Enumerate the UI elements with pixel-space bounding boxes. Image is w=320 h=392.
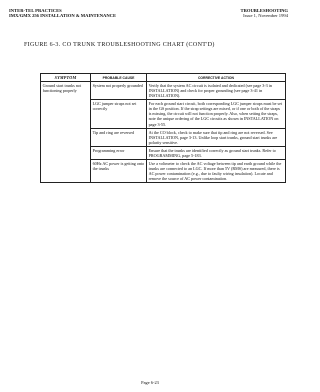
symptom-cell-empty	[41, 128, 91, 146]
header-section: TROUBLESHOOTING	[240, 8, 288, 13]
running-header-left	[9, 8, 116, 19]
table-header-row	[41, 74, 286, 82]
running-header-right	[241, 8, 288, 19]
action-cell: At the CO block, check to make sure that tip and ring are not reversed. See INSTALLATION, page 3-13. Unlike loop start trunks, ground start trunks are polarity sensitive.	[147, 128, 286, 146]
action-cell: Ensure that the trunks are identified correctly as ground start trunks. Refer to PROGRAMMING, page 5-183.	[147, 146, 286, 159]
symptom-cell-empty	[41, 146, 91, 159]
symptom-cell: Ground start trunks not functioning properly	[41, 82, 91, 100]
table-row	[41, 146, 286, 159]
troubleshooting-table	[40, 73, 286, 183]
action-cell: Use a voltmeter to check the AC voltage between tip and earth ground while the trunks are connected to an LGC. If more than 5V (RMS) are measured, there is AC power contamination (e.g., due to faulty wiring insulation). Locate and remove the source of AC power contamination.	[147, 159, 286, 182]
header-practices: INTER-TEL PRACTICES	[9, 8, 62, 13]
symptom-cell-empty	[41, 100, 91, 128]
cause-cell: System not properly grounded	[91, 82, 147, 100]
action-cell: Verify that the system AC circuit is isolated and dedicated (see page 3-3 in INSTALLATION) and check for proper grounding (see page 3-41 in INSTALLATION).	[147, 82, 286, 100]
header-manual-title: IMX/GMX 256 INSTALLATION & MAINTENANCE	[9, 13, 117, 19]
cause-cell: 60Hz AC power is getting onto the trunks	[91, 159, 147, 182]
column-header-symptom: SYMPTOM	[41, 74, 91, 82]
symptom-cell-empty	[41, 159, 91, 182]
cause-cell: Tip and ring are reversed	[91, 128, 147, 146]
table-row	[41, 100, 286, 128]
figure-title: FIGURE 6-3. CO TRUNK TROUBLESHOOTING CHART (CONT'D)	[24, 42, 215, 48]
table-row	[41, 82, 286, 100]
table-row	[41, 159, 286, 182]
column-header-corrective-action: CORRECTIVE ACTION	[147, 74, 286, 82]
cause-cell: Programming error	[91, 146, 147, 159]
table-row	[41, 128, 286, 146]
cause-cell: LGC jumper straps not set correctly	[91, 100, 147, 128]
column-header-probable-cause: PROBABLE CAUSE	[91, 74, 147, 82]
action-cell: For each ground start circuit, both corresponding LGC jumper straps must be set in the GS position. If the strap settings are mixed, or if one or both of the straps is missing, the circuit will not function properly. Also, when setting the straps, note the unique ordering of the LGC circuits as shown in INSTALLATION on page 3-55.	[147, 100, 286, 128]
header-issue: Issue 1, November 1994	[243, 13, 288, 19]
page-number: Page 6-23	[141, 380, 159, 385]
